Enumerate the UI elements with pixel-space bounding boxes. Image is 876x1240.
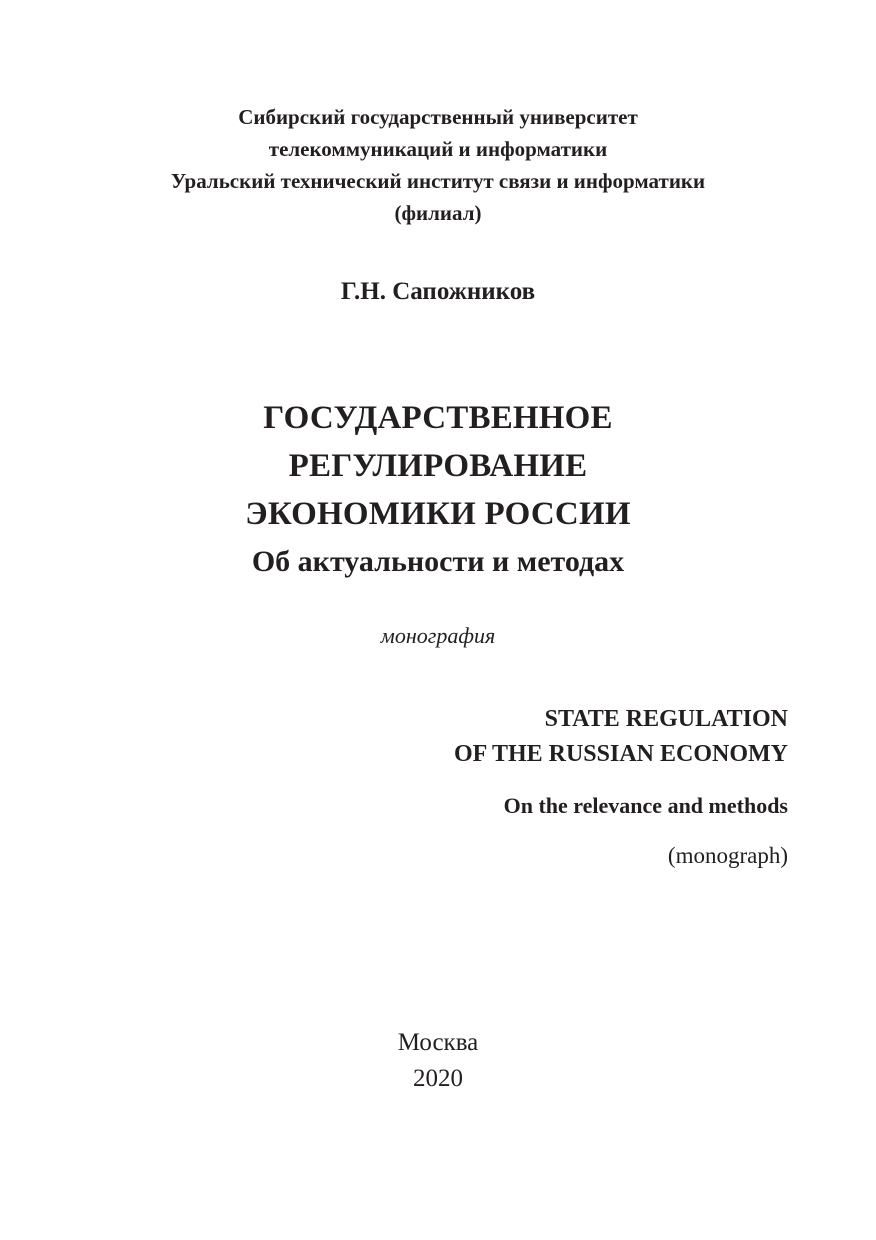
institution-line-3: Уральский технический институт связи и информатики — [170, 169, 706, 193]
institution-line-1: Сибирский государственный университет — [238, 105, 638, 129]
english-title-line-1: STATE REGULATION — [544, 706, 788, 732]
institution-line-2: телекоммуникаций и информатики — [268, 137, 608, 161]
institution-line-4: (филиал) — [394, 201, 482, 225]
genre-label: монография — [380, 623, 496, 648]
english-genre-label: (monograph) — [667, 843, 788, 868]
author-name: Г.Н. Сапожников — [340, 278, 536, 305]
title-line-1: ГОСУДАРСТВЕННОЕ — [263, 400, 613, 436]
english-subtitle: On the relevance and methods — [503, 793, 788, 818]
imprint-year: 2020 — [413, 1065, 463, 1092]
title-line-2: РЕГУЛИРОВАНИЕ — [288, 448, 588, 484]
imprint-city: Москва — [397, 1029, 479, 1056]
english-title-line-2: OF THE RUSSIAN ECONOMY — [453, 741, 788, 767]
title-subtitle: Об актуальности и методах — [251, 545, 625, 578]
title-line-3: ЭКОНОМИКИ РОССИИ — [245, 496, 631, 532]
